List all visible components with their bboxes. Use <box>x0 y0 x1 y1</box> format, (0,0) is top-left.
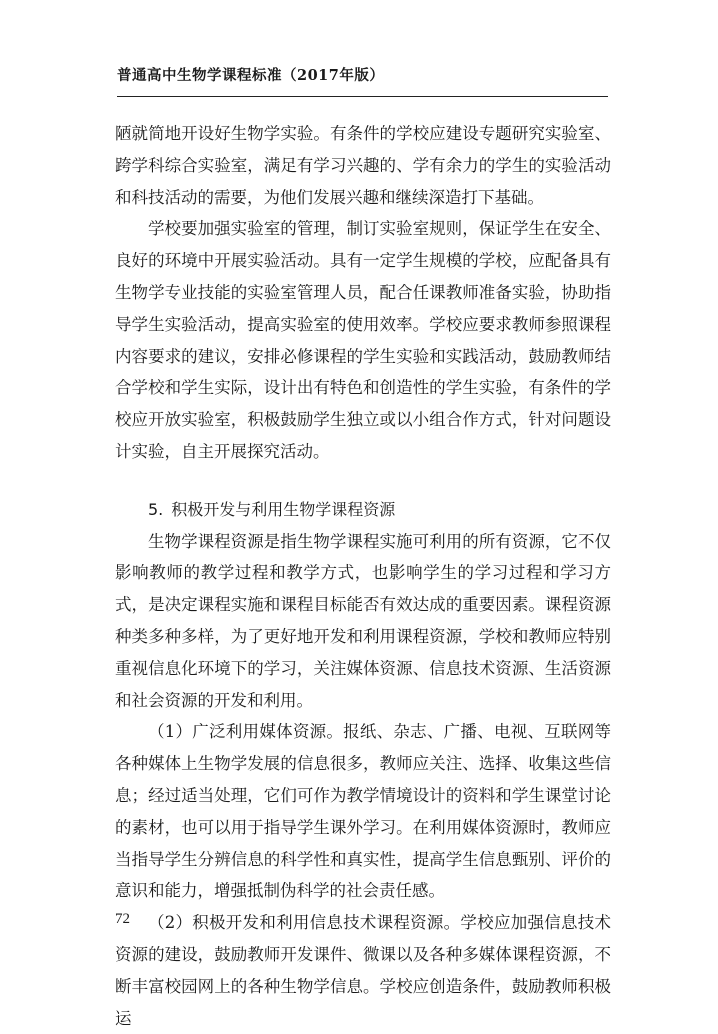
running-header-title: 普通高中生物学课程标准（2017年版） <box>117 67 385 84</box>
paragraph-lab-management: 学校要加强实验室的管理，制订实验室规则，保证学生在安全、良好的环境中开展实验活动。具有一定学生规模的学校，应配备具有生物学专业技能的实验室管理人员，配合任课教师准备实验，协助指导学生实验活动，提高实验室的使用效率。学校应要求教师参照课程内容要求的建议，安排必修课程的学生实验和实践活动，鼓励教师结合学校和学生实际，设计出有特色和创造性的学生实验，有条件的学校应开放实验室，积极鼓励学生独立或以小组合作方式，针对问题设计实验，自主开展探究活动。 <box>115 219 611 461</box>
paragraph-continued: 陋就简地开设好生物学实验。有条件的学校应建设专题研究实验室、跨学科综合实验室，满足有学习兴趣的、学有余力的学生的实验活动和科技活动的需要，为他们发展兴趣和继续深造打下基础。 <box>115 124 611 207</box>
section-title: 积极开发与利用生物学课程资源 <box>171 499 396 519</box>
body-text <box>115 118 611 1034</box>
paragraph-item-it: （2）积极开发和利用信息技术课程资源。学校应加强信息技术资源的建设，鼓励教师开发课件、微课以及各种多媒体课程资源，不断丰富校园网上的各种生物学信息。学校应创造条件，鼓励教师积极运 <box>115 913 611 1028</box>
page-number: 72 <box>115 911 130 927</box>
section-number: 5. <box>148 499 164 519</box>
header-rule <box>117 96 608 97</box>
paragraph-item-media: （1）广泛利用媒体资源。报纸、杂志、广播、电视、互联网等各种媒体上生物学发展的信息很多，教师应关注、选择、收集这些信息；经过适当处理，它们可作为教学情境设计的资料和学生课堂讨论的素材，也可以用于指导学生课外学习。在利用媒体资源时，教师应当指导学生分辨信息的科学性和真实性，提高学生信息甄别、评价的意识和能力，增强抵制伪科学的社会责任感。 <box>115 722 611 901</box>
paragraph-resources-intro: 生物学课程资源是指生物学课程实施可利用的所有资源，它不仅影响教师的教学过程和教学方式，也影响学生的学习过程和学习方式，是决定课程实施和课程目标能否有效达成的重要因素。课程资源种类多种多样，为了更好地开发和利用课程资源，学校和教师应特别重视信息化环境下的学习，关注媒体资源、信息技术资源、生活资源和社会资源的开发和利用。 <box>115 531 611 710</box>
section-heading <box>115 494 611 526</box>
